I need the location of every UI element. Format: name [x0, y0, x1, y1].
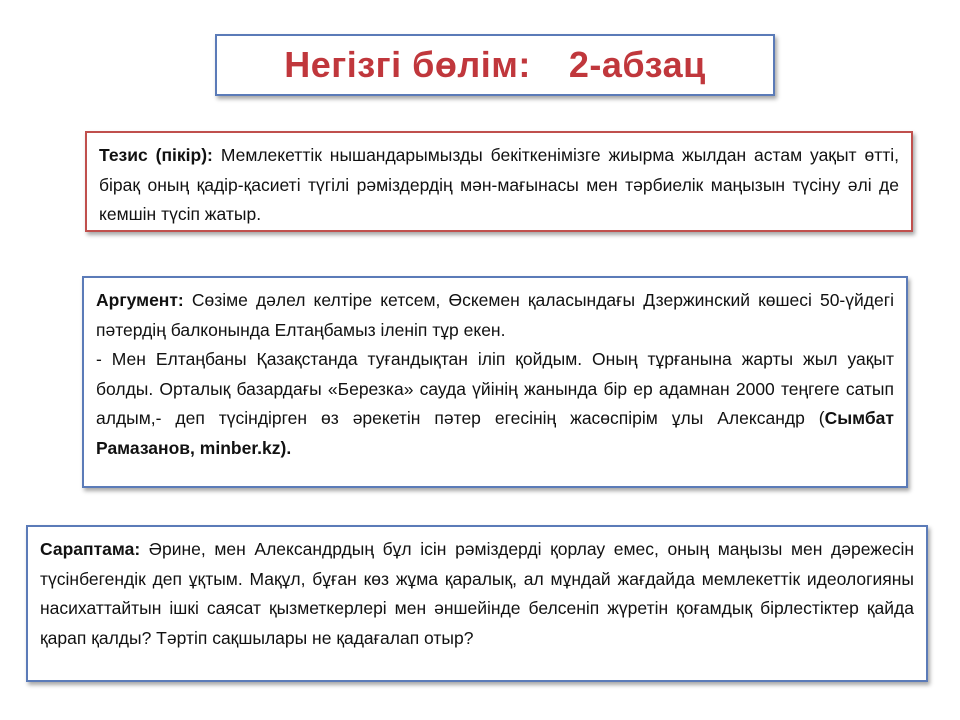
thesis-paragraph [99, 141, 899, 230]
argument-box [82, 276, 908, 488]
thesis-label: Тезис (пікір): [99, 145, 213, 165]
analysis-text: Әрине, мен Александрдың бұл ісін рәміздерді қорлау емес, оның маңызы мен дәрежесін түсінбегендік деп ұқтым. Мақұл, бұған көз жұма қаралық, ал мұндай жағдайда мемлекеттік идеологияны насихаттайтын ішкі саясат қызметкерлері мен әншейінде белсеніп жүретін қоғамдық бірлестіктер қайда қарап қалды? Тәртіп сақшылары не қадағалап отыр? [40, 539, 914, 648]
analysis-paragraph [40, 535, 914, 653]
argument-source: Сымбат Рамазанов, minber.kz). [96, 408, 894, 458]
argument-text: Сөзіме дәлел келтіре кетсем, Өскемен қаласындағы Дзержинский көшесі 50-үйдегі пәтердің балконында Елтаңбамыз іленіп тұр екен. [96, 290, 894, 340]
argument-label: Аргумент: [96, 290, 184, 310]
title-main: Негізгі бөлім: [284, 44, 531, 85]
analysis-label: Сараптама: [40, 539, 141, 559]
analysis-box [26, 525, 928, 682]
title-box [215, 34, 775, 96]
thesis-box [85, 131, 913, 232]
page-title [284, 44, 706, 86]
argument-paragraph [96, 286, 894, 345]
argument-quote-paragraph [96, 345, 894, 463]
title-paragraph: 2-абзац [568, 44, 706, 85]
thesis-text: Мемлекеттік нышандарымызды бекіткенімізге жиырма жылдан астам уақыт өтті, бірақ оның қадір-қасиеті түгілі рәміздердің мән-мағынасы мен тәрбиелік маңызын түсіну әлі де кемшін түсіп жатыр. [99, 145, 899, 224]
argument-quote: - Мен Елтаңбаны Қазақстанда туғандықтан іліп қойдым. Оның тұрғанына жарты жыл уақыт болды. Орталық базардағы «Березка» сауда үйінің жанында бір ер адамнан 2000 теңгеге сатып алдым,- деп түсіндірген өз әрекетін пәтер егесінің жасөспірім ұлы Александр ( [96, 349, 894, 428]
